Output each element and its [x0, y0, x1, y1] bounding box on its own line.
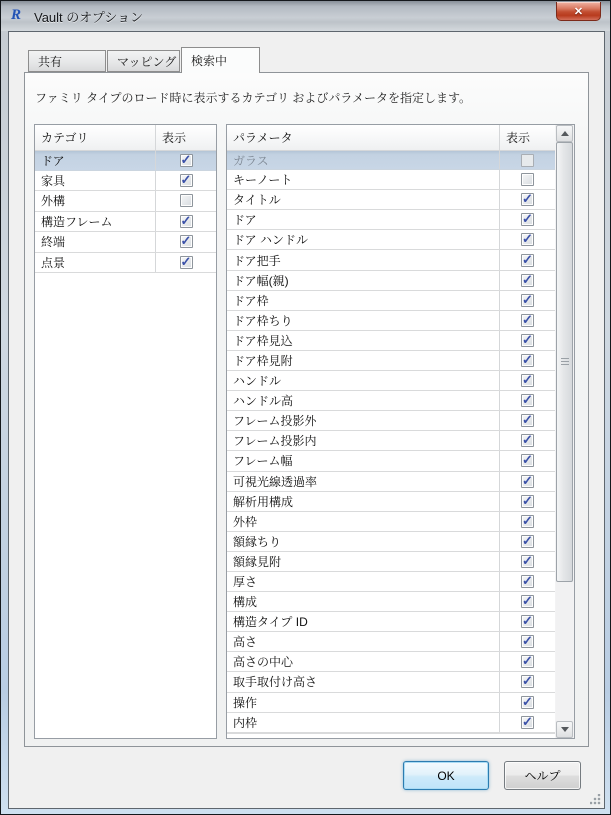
show-checkbox[interactable]	[521, 274, 534, 287]
category-name: 家具	[35, 171, 156, 191]
tab-label: 検索中	[191, 54, 228, 68]
show-checkbox[interactable]	[180, 154, 193, 167]
close-button[interactable]	[556, 2, 601, 21]
column-header-show: 表示	[162, 131, 187, 145]
category-name: 外構	[35, 191, 156, 211]
parameter-name: フレーム投影外	[227, 411, 500, 430]
parameter-table-header	[227, 125, 555, 151]
parameter-row[interactable]	[227, 592, 555, 612]
scroll-track[interactable]	[556, 142, 573, 721]
show-checkbox[interactable]	[521, 354, 534, 367]
show-checkbox[interactable]	[521, 193, 534, 206]
parameter-row[interactable]	[227, 632, 555, 652]
show-checkbox[interactable]	[180, 235, 193, 248]
parameter-row[interactable]	[227, 492, 555, 512]
category-row[interactable]	[35, 253, 216, 274]
parameter-row[interactable]	[227, 451, 555, 471]
show-checkbox[interactable]	[521, 314, 534, 327]
show-checkbox[interactable]	[521, 475, 534, 488]
parameter-name: ドア把手	[227, 250, 500, 269]
show-checkbox[interactable]	[521, 394, 534, 407]
dialog-client-area	[8, 31, 605, 809]
show-checkbox[interactable]	[521, 454, 534, 467]
parameter-row[interactable]	[227, 512, 555, 532]
show-checkbox[interactable]	[180, 256, 193, 269]
parameter-name: 構成	[227, 592, 500, 611]
parameter-name: フレーム投影内	[227, 431, 500, 450]
parameter-row[interactable]	[227, 151, 555, 170]
tab-mapping[interactable]	[107, 50, 180, 72]
show-checkbox[interactable]	[521, 334, 534, 347]
column-header-show: 表示	[506, 131, 531, 145]
show-checkbox[interactable]	[180, 215, 193, 228]
show-checkbox[interactable]	[521, 635, 534, 648]
ok-button-label: OK	[437, 768, 455, 783]
ok-button[interactable]	[403, 761, 489, 790]
scroll-down-button[interactable]	[556, 721, 573, 738]
category-name: 終端	[35, 232, 156, 252]
parameter-name: 構造タイプ ID	[227, 612, 500, 631]
parameter-name: ドア枠ちり	[227, 311, 500, 330]
parameter-row[interactable]	[227, 411, 555, 431]
category-name: ドア	[35, 151, 156, 170]
parameter-name: 額縁ちり	[227, 532, 500, 551]
parameter-name: キーノート	[227, 170, 500, 189]
category-row[interactable]	[35, 151, 216, 171]
parameter-name: フレーム幅	[227, 451, 500, 470]
category-row[interactable]	[35, 232, 216, 253]
parameter-row[interactable]	[227, 291, 555, 311]
show-checkbox[interactable]	[521, 595, 534, 608]
show-checkbox[interactable]	[180, 174, 193, 187]
parameter-row[interactable]	[227, 552, 555, 572]
parameter-name: タイトル	[227, 190, 500, 209]
column-header-category: カテゴリ	[35, 125, 156, 150]
show-checkbox[interactable]	[521, 675, 534, 688]
show-checkbox[interactable]	[521, 655, 534, 668]
parameter-name: 解析用構成	[227, 492, 500, 511]
parameter-name: 額縁見附	[227, 552, 500, 571]
tab-label: 共有	[38, 54, 63, 69]
parameter-name: ドア	[227, 210, 500, 229]
parameter-row[interactable]	[227, 532, 555, 552]
parameter-name: ドア枠見附	[227, 351, 500, 370]
category-table	[34, 124, 217, 739]
parameter-row[interactable]	[227, 210, 555, 230]
parameter-name: ハンドル	[227, 371, 500, 390]
show-checkbox[interactable]	[180, 194, 193, 207]
show-checkbox[interactable]	[521, 535, 534, 548]
show-checkbox[interactable]	[521, 696, 534, 709]
category-name: 構造フレーム	[35, 212, 156, 232]
close-icon: ✕	[573, 5, 584, 18]
category-row[interactable]	[35, 191, 216, 212]
tab-label: マッピング	[117, 54, 177, 69]
parameter-row[interactable]	[227, 713, 555, 733]
show-checkbox[interactable]	[521, 575, 534, 588]
revit-app-icon: R	[11, 7, 22, 23]
parameter-row[interactable]	[227, 572, 555, 592]
help-button-label: ヘルプ	[524, 769, 561, 783]
parameter-row[interactable]	[227, 311, 555, 331]
parameter-row[interactable]	[227, 230, 555, 250]
show-checkbox[interactable]	[521, 414, 534, 427]
tab-shared[interactable]	[28, 50, 106, 72]
show-checkbox[interactable]	[521, 515, 534, 528]
parameter-row[interactable]	[227, 331, 555, 351]
show-checkbox[interactable]	[521, 434, 534, 447]
panel-description: ファミリ タイプのロード時に表示するカテゴリ およびパラメータを指定します。	[35, 91, 472, 105]
parameter-row[interactable]	[227, 431, 555, 451]
tab-searching[interactable]	[181, 47, 260, 73]
category-row[interactable]	[35, 171, 216, 192]
parameter-rows	[227, 151, 555, 733]
parameter-name: ハンドル高	[227, 391, 500, 410]
show-checkbox[interactable]	[521, 716, 534, 729]
resize-grip[interactable]	[590, 794, 601, 805]
parameter-name: 高さ	[227, 632, 500, 651]
scroll-up-button[interactable]	[556, 125, 573, 142]
show-checkbox[interactable]	[521, 615, 534, 628]
arrow-up-icon	[561, 131, 569, 136]
parameter-row[interactable]	[227, 672, 555, 692]
parameter-name: 内枠	[227, 713, 500, 732]
window-title: Vault のオプション	[34, 9, 144, 25]
parameter-row[interactable]	[227, 652, 555, 672]
category-rows	[35, 151, 216, 273]
show-checkbox[interactable]	[521, 495, 534, 508]
searching-tab-panel	[24, 72, 589, 747]
parameter-name: ドア ハンドル	[227, 230, 500, 249]
parameter-name: 操作	[227, 693, 500, 712]
show-checkbox[interactable]	[521, 173, 534, 186]
titlebar[interactable]	[1, 1, 610, 31]
parameter-row[interactable]	[227, 271, 555, 291]
parameter-name: ドア幅(親)	[227, 271, 500, 290]
parameter-row[interactable]	[227, 170, 555, 190]
parameter-row[interactable]	[227, 472, 555, 492]
parameter-name: ドア枠	[227, 291, 500, 310]
parameter-name: 可視光線透過率	[227, 472, 500, 491]
parameter-name: 厚さ	[227, 572, 500, 591]
thumb-grip-icon	[561, 358, 569, 366]
parameter-name: 取手取付け高さ	[227, 672, 500, 691]
help-button[interactable]	[504, 761, 581, 790]
category-row[interactable]	[35, 212, 216, 233]
parameter-row[interactable]	[227, 391, 555, 411]
clipped-row	[227, 733, 555, 738]
category-name: 点景	[35, 253, 156, 273]
show-checkbox[interactable]	[521, 254, 534, 267]
parameter-name: 高さの中心	[227, 652, 500, 671]
show-checkbox[interactable]	[521, 233, 534, 246]
column-header-parameter: パラメータ	[227, 125, 500, 150]
category-table-header	[35, 125, 216, 151]
show-checkbox[interactable]	[521, 294, 534, 307]
show-checkbox[interactable]	[521, 555, 534, 568]
parameter-row[interactable]	[227, 612, 555, 632]
parameter-name: 外枠	[227, 512, 500, 531]
show-checkbox[interactable]	[521, 213, 534, 226]
parameter-row[interactable]	[227, 693, 555, 713]
show-checkbox[interactable]	[521, 374, 534, 387]
arrow-down-icon	[561, 727, 569, 732]
parameter-row[interactable]	[227, 351, 555, 371]
parameter-row[interactable]	[227, 190, 555, 210]
parameter-row[interactable]	[227, 371, 555, 391]
scroll-thumb[interactable]	[556, 142, 573, 582]
parameter-scrollbar[interactable]	[555, 125, 574, 738]
parameter-name: ドア枠見込	[227, 331, 500, 350]
show-checkbox[interactable]	[521, 154, 534, 167]
parameter-name: ガラス	[227, 151, 500, 169]
parameter-row[interactable]	[227, 250, 555, 270]
parameter-table	[226, 124, 575, 739]
